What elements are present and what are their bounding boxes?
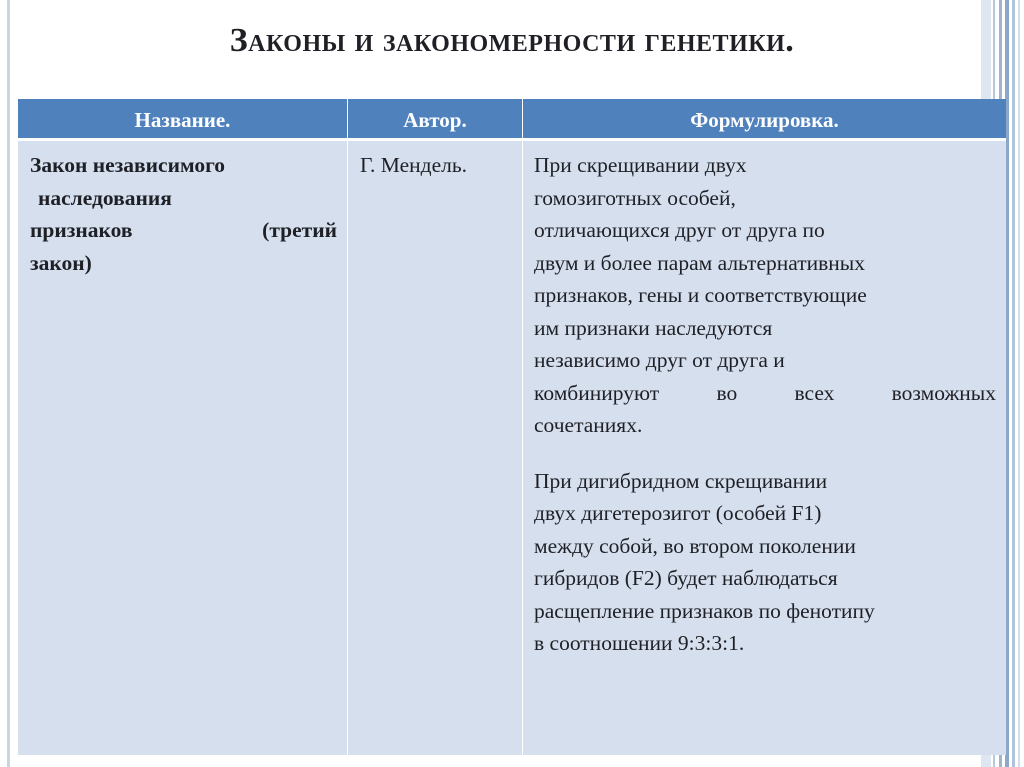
header-name: Название.: [134, 108, 231, 132]
slide-title: Законы и закономерности генетики.: [229, 22, 795, 59]
formulation-line: двум и более парам альтернативных: [534, 250, 865, 275]
genetics-laws-table: [18, 99, 1006, 755]
formulation-line: в соотношении 9:3:3:1.: [534, 631, 745, 655]
formulation-line: При дигибридном скрещивании: [534, 468, 828, 493]
formulation-line: двух дигетерозигот (особей F1): [534, 501, 822, 525]
formulation-line: независимо друг от друга и: [534, 348, 785, 372]
formulation-line: комбинируют во всех возможных: [534, 380, 996, 405]
formulation-line: сочетаниях.: [534, 413, 643, 437]
column-divider: [522, 99, 523, 755]
right-decor-bar: [1018, 0, 1020, 767]
formulation-line: При скрещивании двух: [534, 153, 747, 177]
header-formulation: Формулировка.: [690, 108, 839, 132]
column-divider: [347, 99, 348, 755]
left-frame-line: [7, 0, 10, 767]
law-name-line: наследования: [38, 185, 172, 210]
formulation-line: признаков, гены и соответствующие: [534, 283, 867, 307]
formulation-line: отличающихся друг от друга по: [534, 218, 825, 242]
author-cell: Г. Мендель.: [360, 153, 468, 177]
table-header-row: [18, 99, 1006, 141]
formulation-line: расщепление признаков по фенотипу: [534, 598, 875, 623]
formulation-cell: [534, 149, 996, 660]
header-author: Автор.: [403, 108, 467, 132]
law-name-line: Закон независимого: [30, 153, 226, 177]
formulation-line: им признаки наследуются: [534, 315, 773, 340]
law-name-cell: [30, 149, 337, 279]
formulation-line: между собой, во втором поколении: [534, 533, 856, 558]
law-name-line: закон): [30, 250, 92, 275]
right-decor-bar: [1012, 0, 1015, 767]
paragraph-gap: [534, 442, 996, 465]
law-name-line: признаков (третий: [30, 218, 337, 242]
formulation-line: гомозиготных особей,: [534, 185, 736, 210]
formulation-line: гибридов (F2) будет наблюдаться: [534, 566, 838, 590]
